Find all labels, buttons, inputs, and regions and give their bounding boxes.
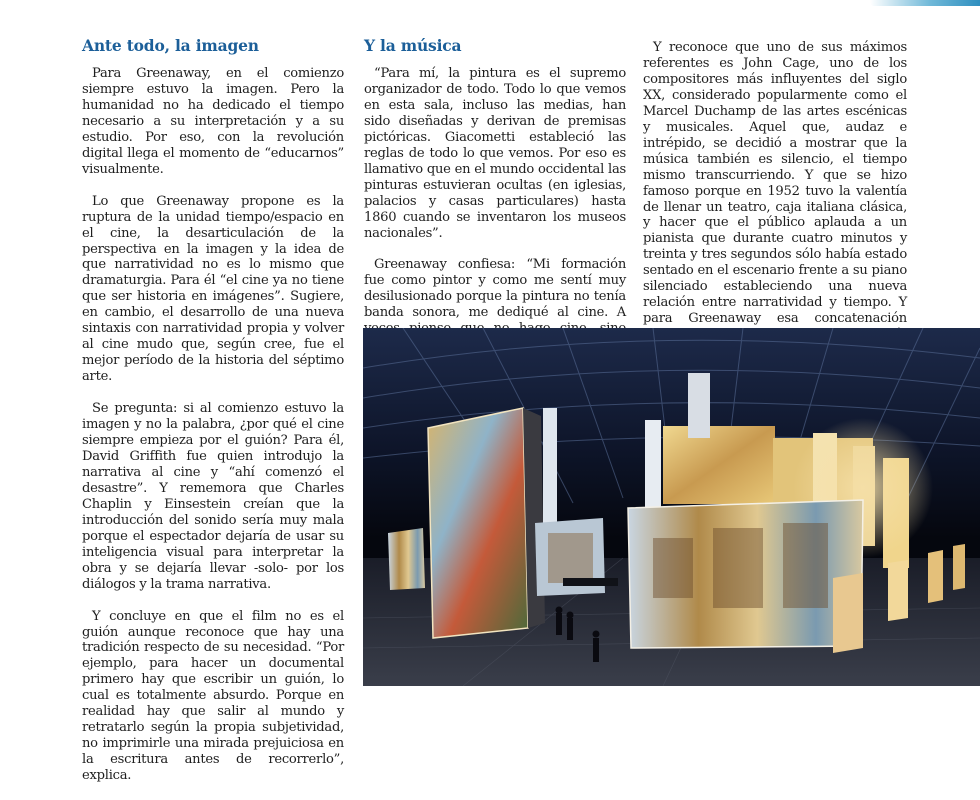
paragraph: Se pregunta: si al comienzo estuvo la imagen y no la palabra, ¿por qué el cine siempre empieza por el guión? Para él, David Griffith fue quien introdujo la narrativa al cine y “ahí comenzó el desastre”. Y rememora que Charles Chaplin y Einsestein creían que la introducción del sonido sería muy mala porque el espectador dejaría de usar su inteligencia visual para interpretar la obra y se dejaría llevar -solo- por los diálogos y la trama narrativa. (82, 401, 344, 592)
heading-ante-todo: Ante todo, la imagen (82, 36, 259, 55)
heading-y-la-musica: Y la música (364, 36, 462, 55)
paragraph: Greenaway confiesa: “Mi formación fue como pintor y como me sentí muy desilusionado porque la pintura no tenía banda sonora, me dediqué al cine. A (364, 257, 626, 321)
paragraph: “Para mí, la pintura es el supremo organizador de todo. Todo lo que vemos en esta sala, incluso las medias, han sido diseñadas y derivan de premisas pictóricas. Giacometti estableció las reglas de todo lo que vemos. Por eso es llamativo que en el mundo occidental las pinturas estuvieran ocultas (en iglesias, palacios y casas particulares) hasta 1860 cuando se inventaron los museos nacionales”. (364, 66, 626, 241)
paragraph: Y reconoce que uno de sus máximos referentes es John Cage, uno de los compositores más influyentes del siglo XX, considerado popularmente como el Marcel Duchamp de las artes escénicas y musicales. Aquel que, audaz e intrépido, se decidió a mostrar que la música también es silencio, el tiempo mismo transcurriendo. Y que se hizo famoso porque en 1952 tuvo la valentía de llenar un teatro, caja italiana clásica, y hacer que el público aplauda a un pianista que durante cuatro minutos y treinta y tres segundos sólo había estado sentado en el escenario frente a su piano silenciado estableciendo una nueva relación entre narratividad y tiempo. Y para Greenaway esa concatenación (643, 40, 907, 327)
exhibition-hall-photo (363, 328, 980, 686)
paragraph: Lo que Greenaway propone es la ruptura de la unidad tiempo/espacio en el cine, la desarticulación de la perspectiva en la imagen y la idea de que narratividad no es lo mismo que dramaturgia. Para él “el cine ya no tiene que ser historia en imágenes”. Sugiere, en cambio, el desarrollo de una nueva sintaxis con narratividad propia y volver al cine mudo que, según cree, fue el mejor período de la historia del séptimo arte. (82, 193, 344, 385)
left-column (82, 36, 344, 800)
right-column (643, 40, 907, 375)
middle-column (364, 36, 626, 369)
corner-decoration (870, 0, 980, 6)
paragraph: Y concluye en que el film no es el guión aunque reconoce que hay una tradición respecto de su necesidad. “Por ejemplo, para hacer un documental primero hay que escribir un guión, lo cual es totalmente absurdo. Porque en realidad hay que salir al mundo y retratarlo según la propia subjetividad, no imprimirle una mirada prejuiciosa en la escritura antes de recorrerlo”, explica. (82, 608, 344, 784)
paragraph: Para Greenaway, en el comienzo siempre estuvo la imagen. Pero la humanidad no ha dedicado el tiempo necesario a su interpretación y a su estudio. Por eso, con la revolución digital llega el momento de “educarnos” visualmente. (82, 66, 344, 177)
